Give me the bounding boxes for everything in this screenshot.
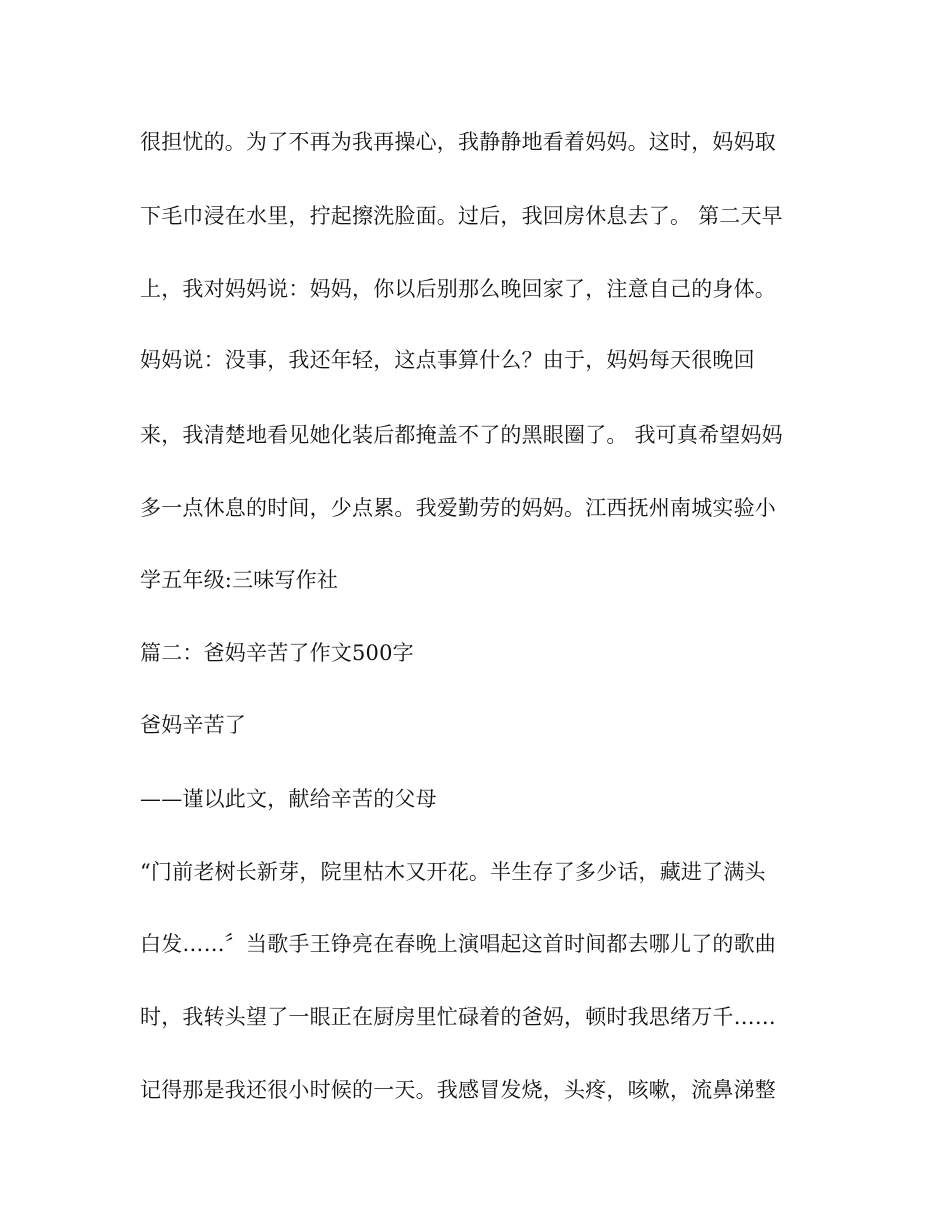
text-line: 白发……〞当歌手王铮亮在春晚上演唱起这首时间都去哪儿了的歌曲 bbox=[140, 932, 776, 956]
essay-dedication: ——谨以此文，献给辛苦的父母 bbox=[140, 787, 437, 811]
text-line: “门前老树长新芽，院里枯木又开花。半生存了多少话，藏进了满头 bbox=[140, 860, 766, 884]
text-line: 学五年级:三味写作社 bbox=[140, 568, 339, 592]
text-line: 上，我对妈妈说：妈妈，你以后别那么晚回家了，注意自己的身体。 bbox=[140, 277, 776, 301]
text-line: 时，我转头望了一眼正在厨房里忙碌着的爸妈，顿时我思绪万千…… bbox=[140, 1005, 776, 1029]
text-line: 多一点休息的时间，少点累。我爱勤劳的妈妈。江西抚州南城实验小 bbox=[140, 496, 776, 520]
text-line: 妈妈说：没事，我还年轻，这点事算什么？由于，妈妈每天很晚回 bbox=[140, 348, 755, 372]
section-heading: 篇二：爸妈辛苦了作文500字 bbox=[140, 641, 414, 665]
text-line: 记得那是我还很小时候的一天。我感冒发烧，头疼，咳嗽，流鼻涕整 bbox=[140, 1078, 776, 1102]
text-line: 很担忧的。为了不再为我再操心，我静静地看着妈妈。这时，妈妈取 bbox=[140, 130, 776, 154]
essay-title: 爸妈辛苦了 bbox=[140, 713, 246, 737]
text-line: 下毛巾浸在水里，拧起擦洗脸面。过后，我回房休息去了。 第二天早 bbox=[140, 204, 783, 228]
text-line: 来，我清楚地看见她化装后都掩盖不了的黑眼圈了。 我可真希望妈妈 bbox=[140, 423, 783, 447]
